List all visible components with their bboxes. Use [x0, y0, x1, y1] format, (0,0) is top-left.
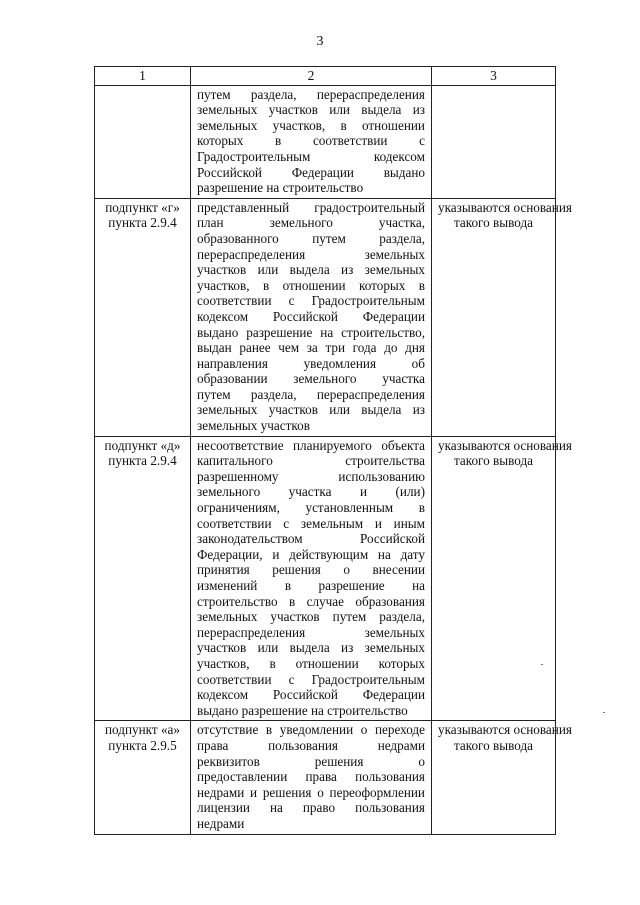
- text-line: подпункт «д»: [104, 437, 181, 453]
- scan-speck: [541, 664, 543, 665]
- row-description-cell: [191, 198, 432, 436]
- row-note-cell: [432, 198, 572, 436]
- column-header-1: 1: [95, 67, 191, 86]
- text-line: пункта 2.9.4: [108, 453, 177, 469]
- text-line: образовании земельного участка: [197, 371, 425, 387]
- text-line: строительство в случае образования: [197, 593, 425, 609]
- text-line: капитального строительства: [197, 453, 425, 469]
- text-line: такого вывода: [453, 737, 534, 753]
- text-line: разрешенному использованию: [197, 468, 425, 484]
- text-line: Российской Федерации выдано: [197, 164, 425, 180]
- requirements-table: [94, 66, 572, 835]
- text-line: предоставлении права пользования: [197, 769, 425, 785]
- text-line: ограничениям, установленным в: [197, 500, 425, 516]
- text-line: выдано разрешение на строительство,: [197, 324, 425, 340]
- text-line: образованного путем раздела,: [197, 230, 425, 246]
- text-line: такого вывода: [453, 215, 534, 231]
- text-line: права пользования недрами: [197, 737, 425, 753]
- text-line: недрами и решения о переоформлении: [197, 784, 425, 800]
- text-line: участков, в отношении которых: [197, 655, 425, 671]
- text-line: недрами: [197, 815, 245, 831]
- row-reference-cell: [95, 436, 191, 721]
- text-line: подпункт «г»: [105, 199, 180, 215]
- table-row: [95, 85, 556, 198]
- text-line: участков, в отношении которых в: [197, 277, 425, 293]
- text-line: изменений в разрешение на: [197, 578, 425, 593]
- text-line: земельных участков путем раздела,: [197, 609, 425, 625]
- row-description-cell: [191, 721, 432, 834]
- text-line: представленный градостроительный: [197, 199, 425, 215]
- row-description-cell: [191, 85, 432, 198]
- row-reference-cell: [95, 198, 191, 436]
- table-row: [95, 198, 556, 436]
- scan-speck: [603, 712, 605, 713]
- text-line: земельных участков или выдела из: [197, 102, 425, 118]
- text-line: реквизитов решения о: [197, 753, 425, 769]
- text-line: направления уведомления об: [197, 355, 425, 371]
- text-line: участков или выдела из земельных: [197, 640, 425, 656]
- text-line: указываются основания: [438, 722, 572, 738]
- text-line: участков или выдела из земельных: [197, 262, 425, 278]
- row-description-cell: [191, 436, 432, 721]
- text-line: законодательством Российской: [197, 531, 425, 547]
- text-line: которых в соответствии с: [197, 133, 425, 149]
- text-line: Федерации, и действующим на дату: [197, 546, 425, 562]
- text-line: перераспределения земельных: [197, 246, 425, 262]
- text-line: кодексом Российской Федерации: [197, 687, 425, 703]
- row-note-cell: [432, 85, 556, 198]
- table-header-row: [95, 67, 556, 86]
- column-header-2: 2: [191, 67, 432, 86]
- text-line: земельных участков, в отношении: [197, 117, 425, 133]
- text-line: указываются основания: [438, 199, 572, 215]
- text-line: подпункт «а»: [104, 722, 181, 738]
- text-line: кодексом Российской Федерации: [197, 308, 425, 324]
- table-row: [95, 436, 556, 721]
- text-line: путем раздела, перераспределения: [197, 86, 425, 102]
- text-line: соответствии с земельным и иным: [197, 515, 425, 531]
- column-header-3: 3: [432, 67, 556, 86]
- row-reference-cell: [95, 721, 191, 834]
- text-line: путем раздела, перераспределения: [197, 386, 425, 402]
- text-line: выдан ранее чем за три года до дня: [197, 340, 425, 356]
- text-line: принятия решения о внесении: [197, 562, 425, 578]
- text-line: земельных участков: [197, 418, 310, 434]
- text-line: отсутствие в уведомлении о переходе: [197, 722, 425, 738]
- text-line: земельного участка и (или): [197, 484, 425, 500]
- text-line: пункта 2.9.4: [108, 215, 177, 231]
- text-line: план земельного участка,: [197, 215, 425, 231]
- text-line: Градостроительным кодексом: [197, 148, 425, 164]
- text-line: указываются основания: [438, 437, 572, 453]
- text-line: разрешение на строительство: [197, 180, 364, 196]
- page-number: 3: [316, 34, 324, 49]
- text-line: пункта 2.9.5: [108, 737, 177, 753]
- row-reference-cell: [95, 85, 191, 198]
- row-note-cell: [432, 436, 572, 721]
- text-line: выдано разрешение на строительство: [197, 702, 408, 718]
- text-line: несоответствие планируемого объекта: [197, 437, 425, 453]
- text-line: перераспределения земельных: [197, 624, 425, 640]
- text-line: земельных участков или выдела из: [197, 402, 425, 418]
- text-line: соответствии с Градостроительным: [197, 293, 425, 309]
- text-line: лицензии на право пользования: [197, 800, 425, 816]
- text-line: соответствии с Градостроительным: [197, 671, 425, 687]
- text-line: такого вывода: [453, 453, 534, 469]
- table-row: [95, 721, 556, 834]
- row-note-cell: [432, 721, 572, 834]
